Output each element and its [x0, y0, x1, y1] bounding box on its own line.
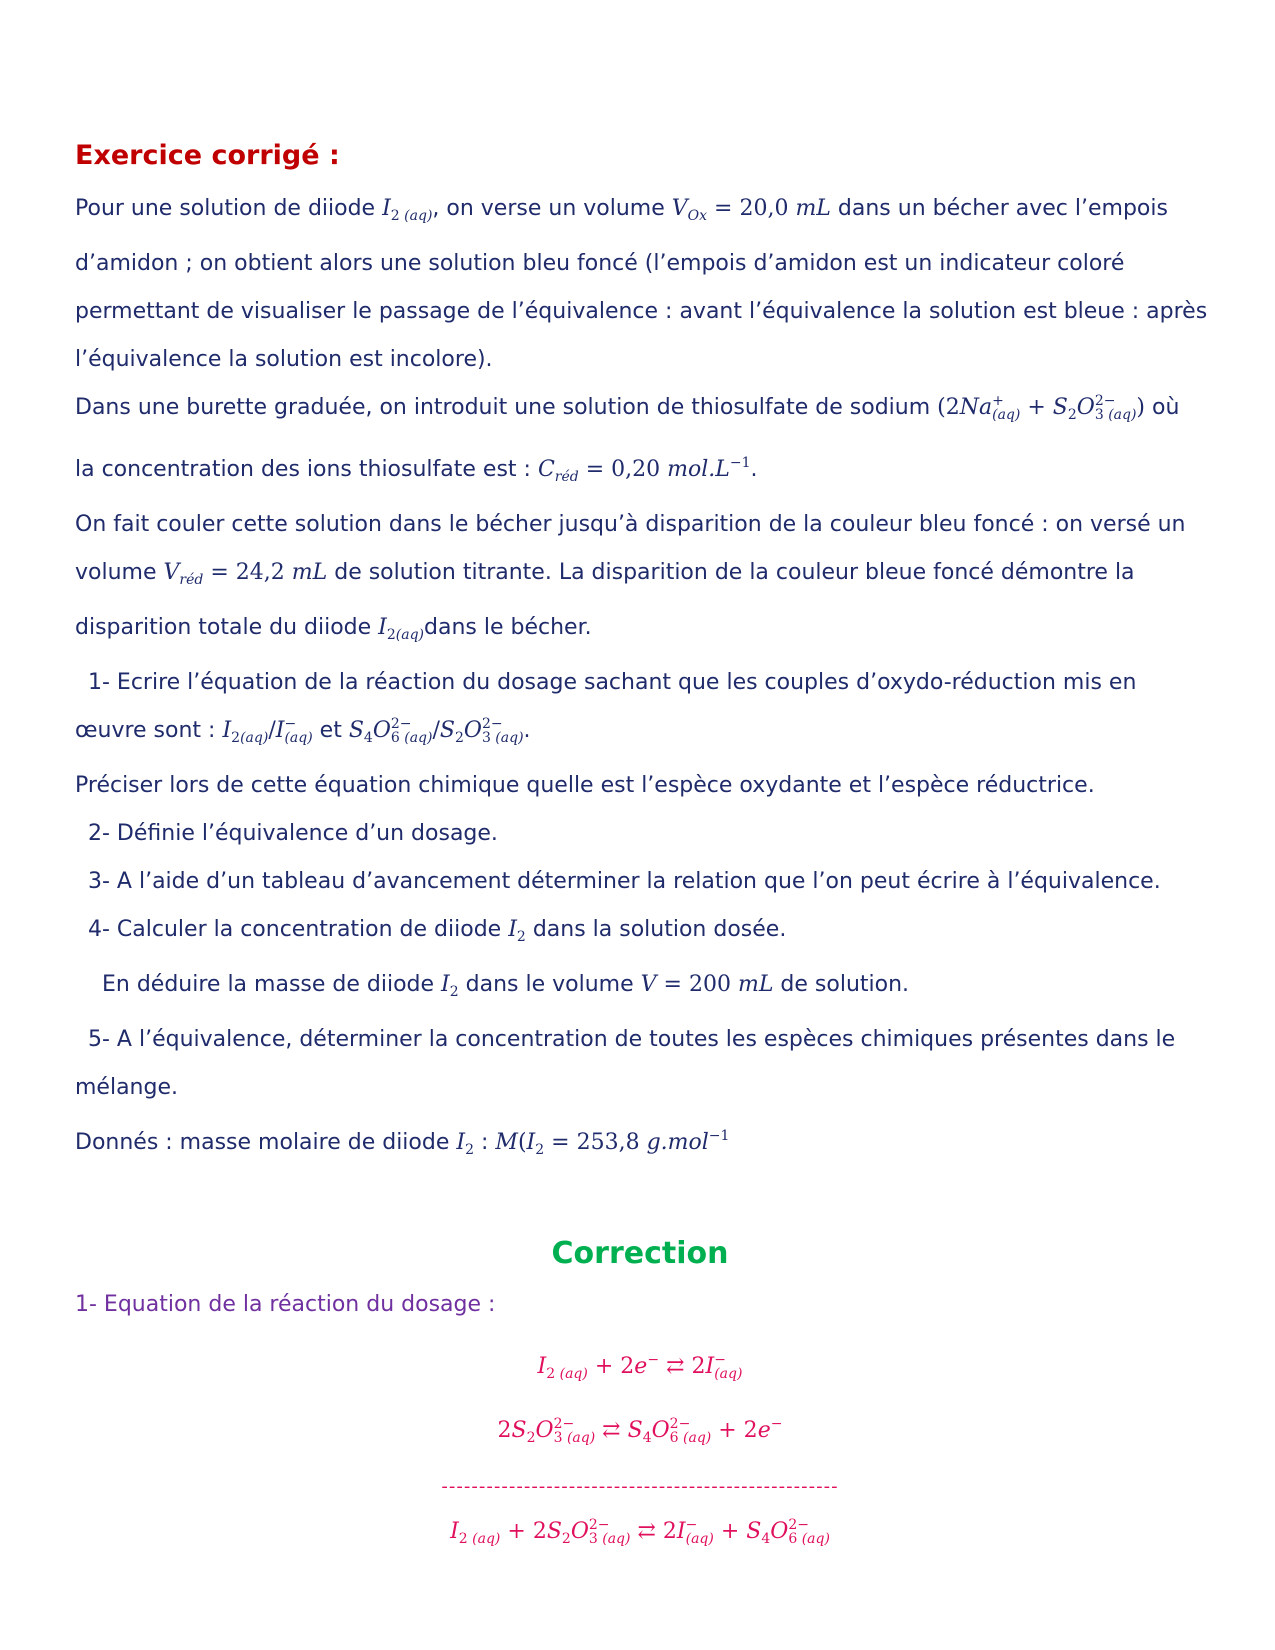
- formula-I2-aq-2: $I_{2(aq)}$: [378, 615, 425, 643]
- equation-separator: -----------------------------------------------------: [441, 1476, 839, 1497]
- formula-V: V = 200 mL: [640, 972, 774, 997]
- formula-I2: $I_2$: [508, 917, 526, 945]
- formula-I2-aq: $I_2$ $_{(aq)}$: [382, 196, 433, 224]
- question-1-line1: 1- Ecrire l’équation de la réaction du dosage sachant que les couples d’oxydo-réduction mis en: [88, 670, 1137, 695]
- correction-title: Correction: [551, 1236, 729, 1271]
- para1-line2: d’amidon ; on obtient alors une solution bleu foncé (l’empois d’amidon est un indicateur coloré: [75, 251, 1125, 276]
- question-4-line1: 4- Calculer la concentration de diiode $I_2$ dans la solution dosée.: [88, 917, 787, 945]
- formula-couple-iodine: $I_{2(aq)}/I$ − (aq): [222, 716, 313, 746]
- question-2: 2- Définie l’équivalence d’un dosage.: [88, 821, 498, 846]
- para1-line1: Pour une solution de diiode $I_2$ $_{(aq)}$, on verse un volume $V_{Ox} = 20,0$ mL dans un bécher avec l’empois: [75, 196, 1168, 224]
- half-equation-thiosulfate: $2S_2O$ 2− 3 (aq) ⇄ $S_4O$ 2− 6 (aq) + 2e−: [497, 1416, 783, 1446]
- formula-thiosulfate-solution: (2Na + (aq) + $S_2O$ 2− 3 (aq) ): [937, 393, 1146, 423]
- para2-line1: Dans une burette graduée, on introduit une solution de thiosulfate de sodium (2Na + (aq) + $S_2O$ 2− 3 (aq) ) où: [75, 393, 1180, 423]
- question-1-line3: Préciser lors de cette équation chimique quelle est l’espèce oxydante et l’espèce réductrice.: [75, 773, 1095, 798]
- para1-line3: permettant de visualiser le passage de l’équivalence : avant l’équivalence la solution est bleue : après: [75, 299, 1208, 324]
- formula-Cred: $C_{réd} = 0,20$ $mol.L^{-1}$: [537, 455, 751, 485]
- para3-line1: On fait couler cette solution dans le bécher jusqu’à disparition de la couleur bleu foncé : on versé un: [75, 512, 1186, 537]
- half-equation-iodine: $I_{2 (aq)} + 2e^-$ ⇄ 2I − (aq): [537, 1352, 743, 1382]
- para3-line3: disparition totale du diiode $I_{2(aq)}dans$ le bécher.: [75, 615, 592, 643]
- formula-I2-b: $I_2$: [441, 972, 459, 1000]
- question-5-line2: mélange.: [75, 1075, 178, 1100]
- question-5-line1: 5- A l’équivalence, déterminer la concentration de toutes les espèces chimiques présentes dans le: [88, 1027, 1176, 1052]
- overall-equation: $I_{2 (aq)} + 2S_2O$ 2− 3 (aq) ⇄ 2I − (aq) + $S_4O$ 2− 6 (aq): [450, 1517, 830, 1547]
- formula-Vox: $V_{Ox} = 20,0$ mL: [671, 196, 831, 224]
- formula-Vred: $V_{réd} = 24,2$ mL: [163, 560, 328, 588]
- given-data: Donnés : masse molaire de diiode $I_2$ : $M(I_2 = 253,8$ g.mol$^{-1}$: [75, 1128, 730, 1158]
- exercise-title: Exercice corrigé :: [75, 140, 340, 171]
- question-4-line2: En déduire la masse de diiode $I_2$ dans le volume V = 200 mL de solution.: [102, 972, 910, 1000]
- document-page: [75, 140, 1208, 1564]
- correction-question-1: 1- Equation de la réaction du dosage :: [75, 1292, 496, 1317]
- formula-I2-c: $I_2$: [456, 1130, 474, 1158]
- question-3: 3- A l’aide d’un tableau d’avancement déterminer la relation que l’on peut écrire à l’équivalence.: [88, 869, 1161, 894]
- question-1-line2: œuvre sont : $I_{2(aq)}/I$ − (aq) et $S_4O$ 2− 6 (aq) $/S_2O$ 2− 3 (aq) .: [75, 716, 531, 746]
- para1-line4: l’équivalence la solution est incolore).: [75, 347, 493, 372]
- para2-line2: la concentration des ions thiosulfate est : $C_{réd} = 0,20$ $mol.L^{-1}$.: [75, 455, 758, 485]
- formula-couple-thiosulfate: $S_4O$ 2− 6 (aq) $/S_2O$ 2− 3 (aq): [348, 716, 524, 746]
- para3-line2: volume $V_{réd} = 24,2$ mL de solution titrante. La disparition de la couleur bleue foncé démontre la: [75, 560, 1135, 588]
- formula-molar-mass: $M(I_2 = 253,8$ g.mol$^{-1}$: [495, 1128, 730, 1158]
